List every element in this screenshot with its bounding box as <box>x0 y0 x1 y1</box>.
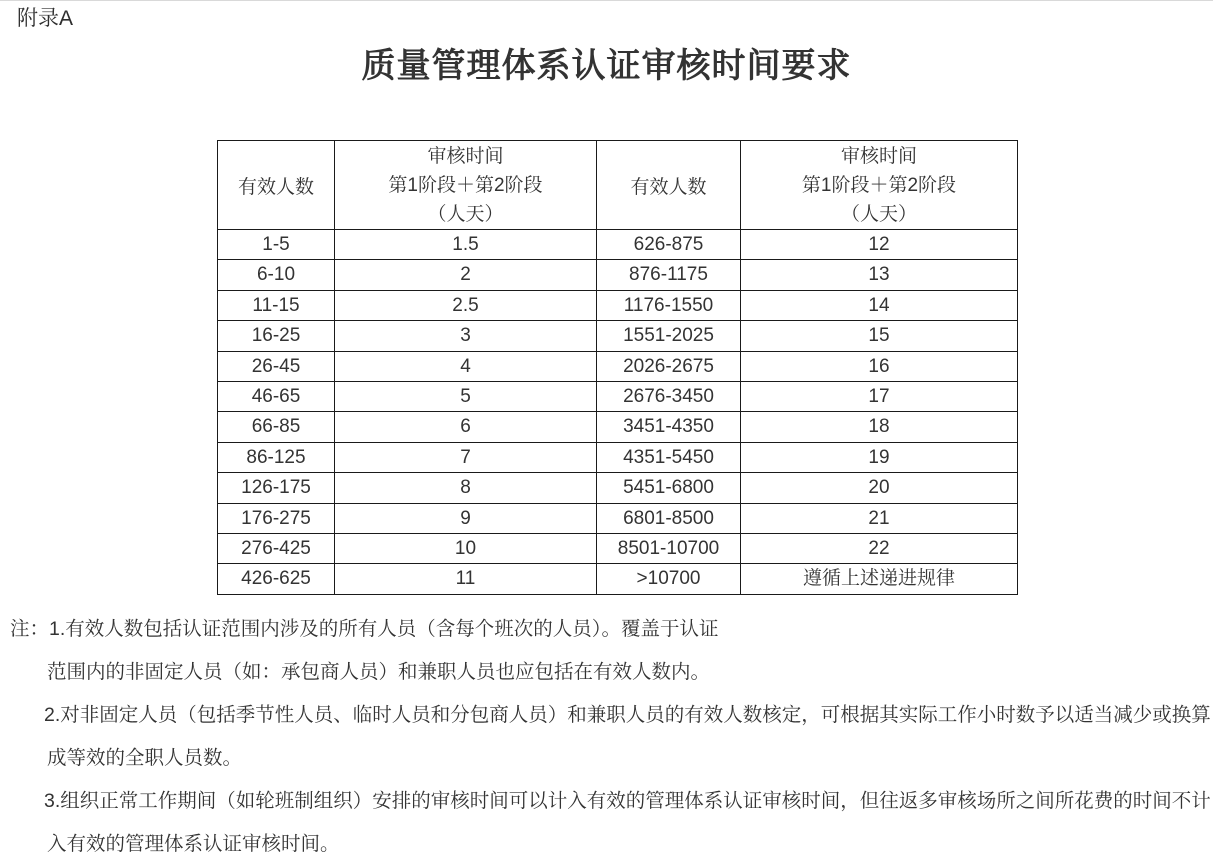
audit-time-table <box>217 140 1018 595</box>
table-row <box>218 503 1018 533</box>
table-cell: 1551-2025 <box>597 321 741 351</box>
header-line: 第1阶段＋第2阶段 <box>801 174 957 196</box>
header-effective-people-right: 有效人数 <box>597 141 741 230</box>
table-cell: 14 <box>741 290 1018 320</box>
table-cell: 3 <box>335 321 597 351</box>
table-cell: 6 <box>335 412 597 442</box>
table-header-row <box>218 141 1018 230</box>
note-line-1: 注：1.有效人数包括认证范围内涉及的所有人员（含每个班次的人员）。覆盖于认证 <box>10 618 719 640</box>
table-cell: 13 <box>741 260 1018 290</box>
table-cell: 2676-3450 <box>597 382 741 412</box>
table-row <box>218 564 1018 594</box>
table-cell: 176-275 <box>218 503 335 533</box>
table-cell: 2.5 <box>335 290 597 320</box>
table-cell: 276-425 <box>218 534 335 564</box>
table-row <box>218 230 1018 260</box>
table-row <box>218 321 1018 351</box>
table-cell: 19 <box>741 442 1018 472</box>
note-line-2-cont: 成等效的全职人员数。 <box>47 747 243 769</box>
note-line-3: 3.组织正常工作期间（如轮班制组织）安排的审核时间可以计入有效的管理体系认证审核时间，但往返多审核场所之间所花费的时间不计 <box>44 790 1211 812</box>
table-cell: 7 <box>335 442 597 472</box>
table-row <box>218 351 1018 381</box>
top-divider <box>0 0 1213 1</box>
table-cell: 3451-4350 <box>597 412 741 442</box>
table-cell: 12 <box>741 230 1018 260</box>
table-row <box>218 412 1018 442</box>
table-cell: 11-15 <box>218 290 335 320</box>
table-row <box>218 442 1018 472</box>
table-cell: 8501-10700 <box>597 534 741 564</box>
table-cell: 11 <box>335 564 597 594</box>
table-cell: 21 <box>741 503 1018 533</box>
table-cell: 6-10 <box>218 260 335 290</box>
table-cell: 16 <box>741 351 1018 381</box>
table-cell: 126-175 <box>218 473 335 503</box>
header-effective-people-left: 有效人数 <box>218 141 335 230</box>
table-row <box>218 260 1018 290</box>
table-cell: 26-45 <box>218 351 335 381</box>
table-cell: 46-65 <box>218 382 335 412</box>
table-cell: >10700 <box>597 564 741 594</box>
table-cell: 遵循上述递进规律 <box>741 564 1018 594</box>
header-line: 审核时间 <box>840 145 917 167</box>
table-row <box>218 534 1018 564</box>
header-audit-time-right <box>741 141 1018 230</box>
table-row <box>218 290 1018 320</box>
table-cell: 4 <box>335 351 597 381</box>
notes-section <box>10 608 1213 866</box>
table-cell: 1-5 <box>218 230 335 260</box>
table-cell: 16-25 <box>218 321 335 351</box>
table-cell: 17 <box>741 382 1018 412</box>
header-line: 审核时间 <box>427 145 504 167</box>
table-cell: 5451-6800 <box>597 473 741 503</box>
table-cell: 10 <box>335 534 597 564</box>
table-cell: 2 <box>335 260 597 290</box>
table-cell: 426-625 <box>218 564 335 594</box>
header-audit-time-left <box>335 141 597 230</box>
table-cell: 4351-5450 <box>597 442 741 472</box>
table-cell: 5 <box>335 382 597 412</box>
table-cell: 2026-2675 <box>597 351 741 381</box>
table-cell: 86-125 <box>218 442 335 472</box>
table-cell: 876-1175 <box>597 260 741 290</box>
table-cell: 20 <box>741 473 1018 503</box>
table-row <box>218 473 1018 503</box>
table-cell: 1176-1550 <box>597 290 741 320</box>
table-row <box>218 382 1018 412</box>
note-line-2: 2.对非固定人员（包括季节性人员、临时人员和分包商人员）和兼职人员的有效人数核定，可根据其实际工作小时数予以适当减少或换算 <box>44 704 1211 726</box>
table-cell: 66-85 <box>218 412 335 442</box>
table-cell: 8 <box>335 473 597 503</box>
header-line: （人天） <box>840 203 917 225</box>
header-line: 第1阶段＋第2阶段 <box>388 174 543 196</box>
table-cell: 1.5 <box>335 230 597 260</box>
table-cell: 18 <box>741 412 1018 442</box>
table-cell: 22 <box>741 534 1018 564</box>
appendix-label: 附录A <box>17 7 74 30</box>
table-cell: 6801-8500 <box>597 503 741 533</box>
note-line-1-cont: 范围内的非固定人员（如：承包商人员）和兼职人员也应包括在有效人数内。 <box>47 661 711 683</box>
note-line-3-cont: 入有效的管理体系认证审核时间。 <box>47 833 340 855</box>
table-cell: 626-875 <box>597 230 741 260</box>
header-line: （人天） <box>427 203 504 225</box>
table-cell: 9 <box>335 503 597 533</box>
table-cell: 15 <box>741 321 1018 351</box>
page-title: 质量管理体系认证审核时间要求 <box>361 47 852 85</box>
